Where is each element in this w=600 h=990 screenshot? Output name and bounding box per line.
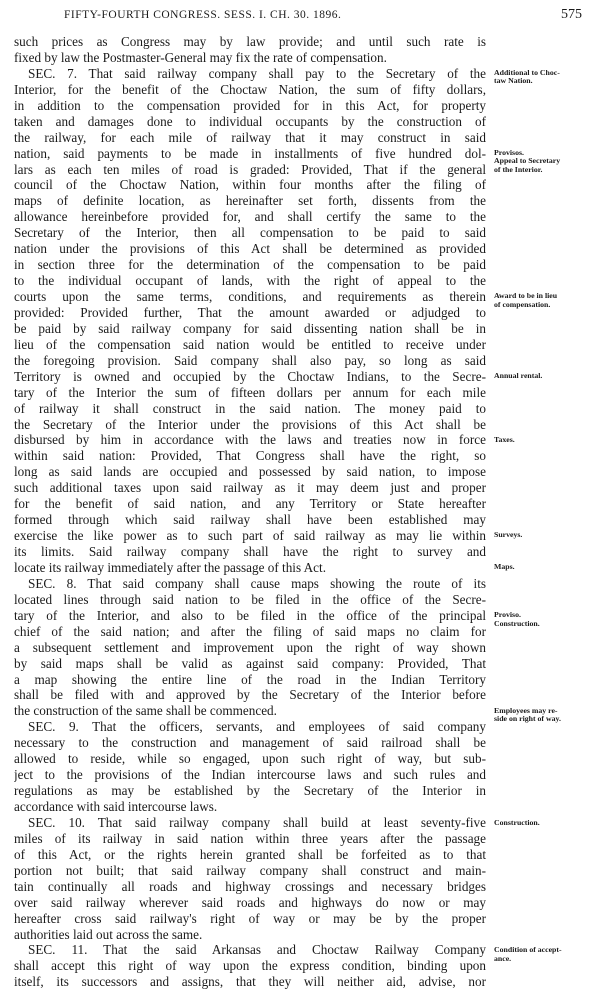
text-line: portion not built; that said railway company shall construct and main- bbox=[14, 862, 486, 878]
text-line: located lines through said nation to be filed in the office of the Secre- bbox=[14, 591, 486, 607]
text-line: the foregoing provision. Said company shall also pay, so long as said bbox=[14, 352, 486, 368]
text-line: such prices as Congress may by law provide; and until such rate is bbox=[14, 34, 486, 49]
margin-note bbox=[494, 819, 598, 828]
margin-note-line: taw Nation. bbox=[494, 76, 533, 86]
margin-note-line: Proviso. bbox=[494, 611, 521, 620]
margin-note-line: Provisos. bbox=[494, 148, 524, 157]
text-line: tary of the Interior, and also to be filed in the office of the principal bbox=[14, 607, 486, 623]
text-line: by said maps shall be valid as against said company: Provided, That bbox=[14, 655, 486, 671]
text-line: maps of definite location, as hereinafter set forth, dissents from the bbox=[14, 193, 486, 209]
text-line: SEC. 9. That the officers, servants, and employees of said company bbox=[28, 719, 486, 735]
text-line: allowance hereinbefore provided for, and shall certify the same to the bbox=[14, 209, 486, 225]
margin-note-line: Condition of accept- bbox=[494, 946, 562, 955]
text-line: a map showing the entire line of the road in the Indian Territory bbox=[14, 671, 486, 687]
text-line: of this Act, or the rights herein granted shall be forfeited as to that bbox=[14, 846, 486, 862]
margin-note-line: of the Interior. bbox=[494, 164, 543, 174]
text-line: SEC. 11. That the said Arkansas and Choctaw Railway Company bbox=[28, 942, 486, 958]
text-line: authorities laid out across the same. bbox=[14, 926, 203, 942]
text-line: regulations as may be established by the Secretary of the Interior in bbox=[14, 783, 486, 799]
text-line: a subsequent settlement and improvement upon the right of way shown bbox=[14, 639, 486, 655]
text-line: taken and damages done to individual occupants by the construction of bbox=[14, 113, 486, 129]
margin-note bbox=[494, 707, 598, 724]
text-line: over said railway wherever said roads and highways do now or may bbox=[14, 894, 486, 910]
text-line: of railway it shall construct in the said nation. The money paid to bbox=[14, 400, 486, 416]
text-line: disbursed by him in accordance with the laws and treaties now in force bbox=[14, 432, 486, 448]
text-line: SEC. 10. That said railway company shall build at least seventy-five bbox=[28, 814, 486, 830]
text-line: accordance with said intercourse laws. bbox=[14, 799, 218, 814]
text-line: the railway, for each mile of railway that it may construct in said bbox=[14, 129, 486, 145]
text-line: lieu of the compensation said nation would be entitled to receive under bbox=[14, 336, 486, 352]
margin-note bbox=[494, 69, 598, 86]
text-line: to the individual occupant of lands, with the right of appeal to the bbox=[14, 273, 486, 289]
margin-note-line: Construction. bbox=[494, 818, 540, 827]
margin-note bbox=[494, 611, 598, 628]
text-line: courts upon the same terms, conditions, and requirements as therein bbox=[14, 289, 486, 304]
margin-note-line: Employees may re- bbox=[494, 706, 558, 715]
margin-note-line: Additional to Choc- bbox=[494, 68, 560, 77]
margin-note-line: Taxes. bbox=[494, 435, 515, 444]
text-line: hereafter cross said railway's right of way or may be by the proper bbox=[14, 910, 486, 926]
margin-note bbox=[494, 372, 598, 381]
page-number: 575 bbox=[561, 7, 582, 22]
text-line: within said nation: Provided, That Congress shall have the right, so bbox=[14, 448, 486, 464]
margin-note-line: Surveys. bbox=[494, 531, 523, 540]
text-line: for the benefit of said nation, and any Territory or State hereafter bbox=[14, 496, 486, 512]
margin-note-line: of compensation. bbox=[494, 299, 551, 309]
text-line: nation under the provisions of this Act shall be determined as provided bbox=[14, 241, 486, 257]
margin-note-line: side on right of way. bbox=[494, 714, 561, 724]
text-line: Secretary of the Interior, then all compensation to be paid to said bbox=[14, 225, 486, 241]
text-line: nation, said payments to be made in installments of five hundred dol- bbox=[14, 145, 486, 161]
text-line: miles of its railway in said nation within three years after the passage bbox=[14, 830, 486, 846]
statute-text bbox=[14, 34, 486, 990]
text-line: council of the Choctaw Nation, within four months after the filing of bbox=[14, 177, 486, 193]
text-line: chief of the said nation; and after the filing of said maps no claim for bbox=[14, 623, 486, 639]
text-line: formed through which said railway shall have been established may bbox=[14, 512, 486, 528]
text-line: in section three for the determination of the compensation to be paid bbox=[14, 257, 486, 273]
text-line: SEC. 7. That said railway company shall pay to the Secretary of the bbox=[28, 65, 486, 81]
text-line: lars as each ten miles of road is graded: Provided, That if the general bbox=[14, 161, 486, 177]
text-line: shall accept this right of way upon the express condition, binding upon bbox=[14, 958, 486, 974]
text-line: Interior, for the benefit of the Choctaw Nation, the sum of fifty dollars, bbox=[14, 81, 486, 97]
margin-note-line: Appeal to Secretary bbox=[494, 156, 561, 166]
margin-note bbox=[494, 436, 598, 445]
header-title: FIFTY-FOURTH CONGRESS. SESS. I. CH. 30. 1896. bbox=[64, 9, 342, 21]
text-line: tary of the Interior the sum of fifteen dollars per annum for each mile bbox=[14, 384, 486, 400]
margin-note bbox=[494, 531, 598, 540]
text-line: fixed by law the Postmaster-General may fix the rate of compensation. bbox=[14, 49, 387, 65]
margin-note bbox=[494, 946, 598, 963]
text-line: exercise the like power as to such part of said railway as may lie within bbox=[14, 528, 486, 544]
text-line: long as said lands are occupied and possessed by said nation, to impose bbox=[14, 464, 486, 480]
margin-note-line: Annual rental. bbox=[494, 371, 543, 380]
margin-note-line: Construction. bbox=[494, 618, 540, 628]
text-line: in addition to the compensation provided for in this Act, for property bbox=[14, 97, 486, 113]
text-line: itself, its successors and assigns, that they will neither aid, advise, nor bbox=[14, 974, 486, 990]
text-line: its limits. Said railway company shall have the right to survey and bbox=[14, 544, 486, 559]
text-line: necessary to the construction and management of said railroad shall be bbox=[14, 735, 486, 751]
text-line: shall be filed with and approved by the Secretary of the Interior before bbox=[14, 687, 486, 703]
margin-note-line: Maps. bbox=[494, 563, 515, 572]
text-line: ject to the provisions of the Indian intercourse laws and such rules and bbox=[14, 767, 486, 783]
text-line: allowed to reside, while so engaged, upon such right of way, but sub- bbox=[14, 751, 486, 767]
text-line: Territory is owned and occupied by the Choctaw Indians, to the Secre- bbox=[14, 368, 486, 384]
running-header bbox=[14, 6, 586, 24]
text-line: SEC. 8. That said company shall cause maps showing the route of its bbox=[28, 575, 486, 591]
text-line: such additional taxes upon said railway as it may deem just and proper bbox=[14, 480, 486, 496]
text-line: locate its railway immediately after the passage of this Act. bbox=[14, 559, 326, 575]
margin-note bbox=[494, 292, 598, 309]
text-line: the construction of the same shall be commenced. bbox=[14, 703, 277, 719]
margin-note-line: ance. bbox=[494, 953, 512, 963]
margin-note bbox=[494, 149, 598, 175]
text-line: provided: Provided further, That the amount awarded or adjudged to bbox=[14, 304, 486, 320]
text-line: tain continually all roads and highway crossings and necessary bridges bbox=[14, 878, 486, 894]
text-line: be paid by said railway company for said dissenting nation shall be in bbox=[14, 320, 486, 336]
text-line: the Secretary of the Interior under the provisions of this Act shall be bbox=[14, 416, 486, 432]
margin-note bbox=[494, 563, 598, 572]
margin-note-line: Award to be in lieu bbox=[494, 292, 558, 301]
